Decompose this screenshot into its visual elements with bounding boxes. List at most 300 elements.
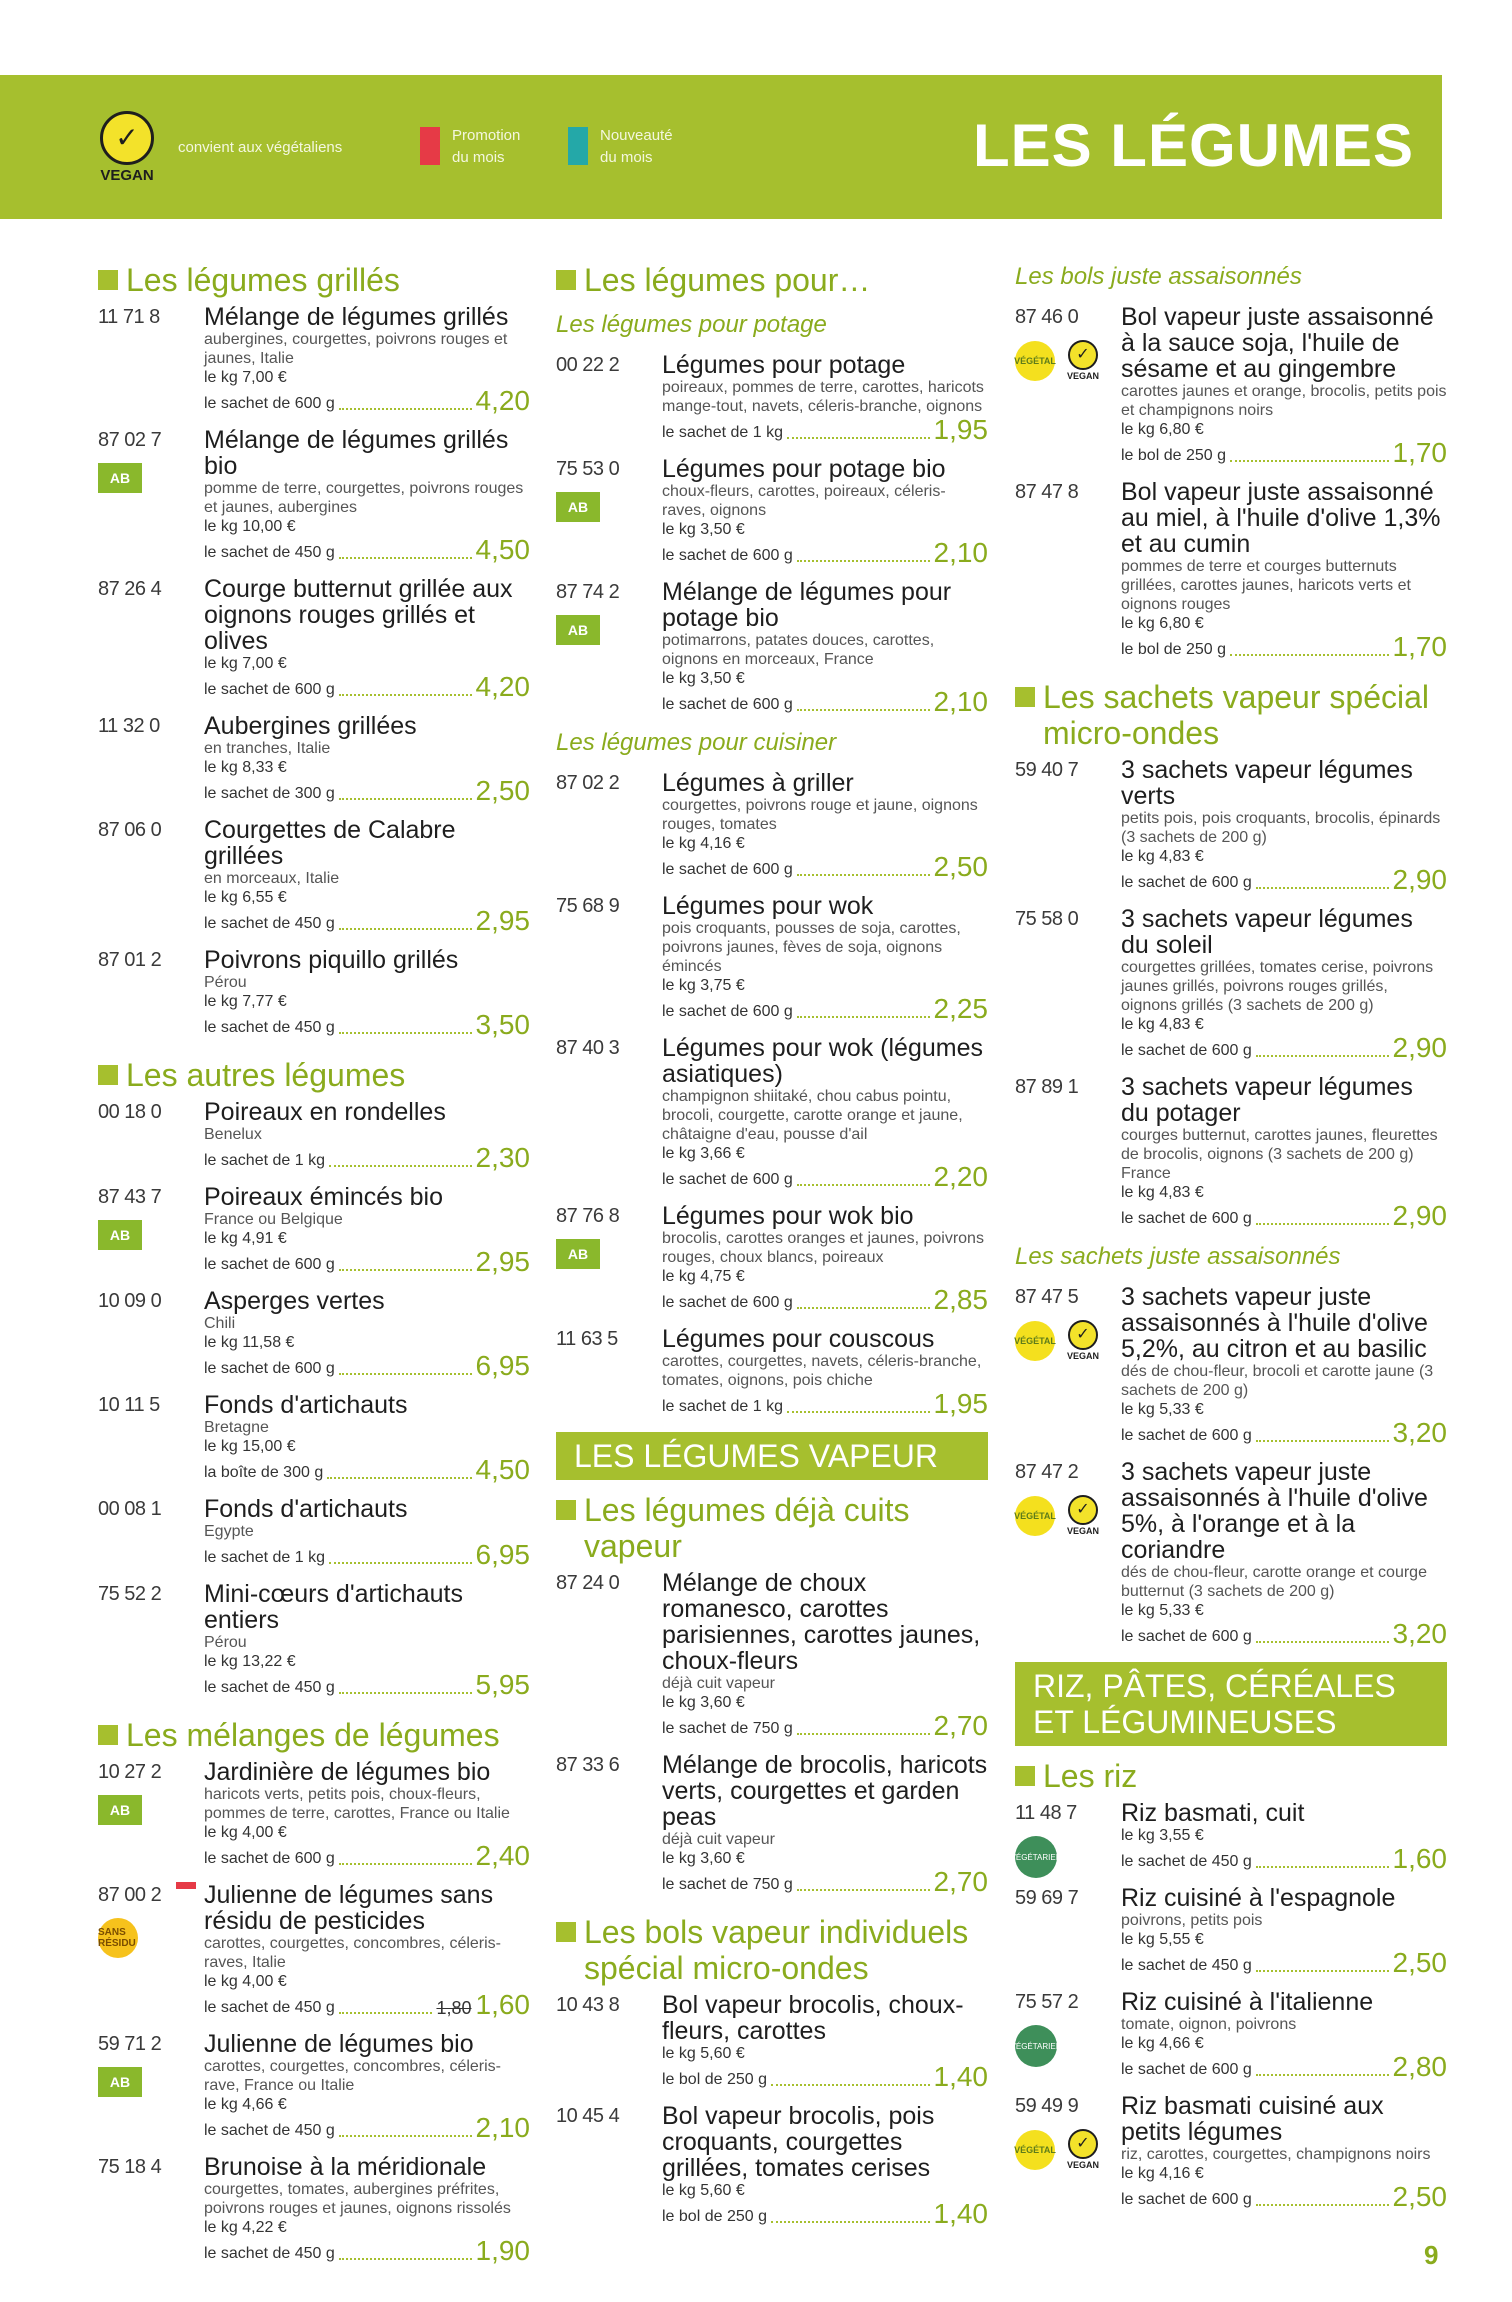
leader-dots [771, 2221, 930, 2223]
vegetal-icon: VÉGÉTAL [1015, 1496, 1055, 1536]
product-item [98, 1392, 530, 1484]
price-line [662, 995, 988, 1023]
organic-icon: AB [556, 492, 600, 522]
product-list [98, 1099, 530, 1699]
vegan-icon-label: VEGAN [1066, 2160, 1099, 2170]
product-description: courges butternut, carottes jaunes, fleurettes de brocolis, oignons (3 sachets de 200 g) France [1121, 1127, 1438, 1182]
package-size: la boîte de 300 g [204, 1464, 324, 1481]
old-price: 1,80 [436, 1998, 472, 2018]
price: 2,95 [475, 905, 530, 936]
product-name: 3 sachets vapeur juste assaisonnés à l'huile d'olive 5%, à l'orange et à la coriandre [1121, 1458, 1428, 1564]
product-description: riz, carottes, courgettes, champignons noirs [1121, 2146, 1431, 2163]
product-code: 87 06 0 [98, 819, 162, 841]
price-line [204, 1991, 530, 2019]
product-name: 3 sachets vapeur légumes verts [1121, 756, 1413, 810]
product-item [1015, 906, 1447, 1062]
product-description: Chili [204, 1315, 236, 1332]
package-size: le bol de 250 g [1121, 641, 1226, 658]
leader-dots [329, 1165, 472, 1167]
leader-dots [1256, 1866, 1389, 1868]
price-line [1121, 633, 1447, 661]
price: 2,10 [933, 686, 988, 717]
product-name: Légumes pour wok bio [662, 1202, 914, 1230]
product-item [556, 893, 988, 1023]
product-description: dés de chou-fleur, carotte orange et courge butternut (3 sachets de 200 g) [1121, 1564, 1427, 1600]
price-line [1121, 2053, 1447, 2081]
price-line [1121, 1620, 1447, 1648]
product-list [1010, 1799, 1447, 2212]
price-per-kg: le kg 6,80 € [1121, 421, 1204, 438]
product-labels [98, 1918, 138, 1958]
product-name: Mélange de brocolis, haricots verts, courgettes et garden peas [662, 1751, 988, 1831]
vegan-legend: convient aux végétaliens [178, 139, 343, 156]
package-size: le sachet de 600 g [662, 861, 793, 878]
price: 3,20 [1392, 1618, 1447, 1649]
price-line [204, 1671, 530, 1699]
page-title: LES LÉGUMES [972, 112, 1414, 179]
product-code: 87 89 1 [1015, 1076, 1079, 1098]
package-size: le bol de 250 g [1121, 447, 1226, 464]
package-size: le sachet de 600 g [662, 1171, 793, 1188]
organic-icon: AB [98, 1220, 142, 1250]
leaf-icon: ✓ [100, 111, 154, 165]
price-per-kg: le kg 7,77 € [204, 993, 287, 1010]
product-description: carottes, courgettes, concombres, céleris-raves, Italie [204, 1935, 502, 1971]
product-code: 87 24 0 [556, 1572, 620, 1594]
vegan-icon [1063, 2129, 1103, 2171]
product-code: 11 63 5 [556, 1328, 618, 1350]
product-item [98, 817, 530, 935]
price-per-kg: le kg 3,75 € [662, 977, 745, 994]
new-legend-line2: du mois [600, 149, 653, 166]
product-item [98, 947, 530, 1039]
leader-dots [339, 1692, 472, 1694]
package-size: le sachet de 450 g [204, 1999, 335, 2016]
package-size: le sachet de 600 g [662, 1294, 793, 1311]
product-code: 87 40 3 [556, 1037, 620, 1059]
product-name: 3 sachets vapeur légumes du potager [1121, 1073, 1413, 1127]
promo-legend [452, 125, 520, 169]
product-list [1015, 757, 1447, 1230]
leader-dots [1256, 1970, 1389, 1972]
price: 1,70 [1392, 631, 1447, 662]
product-name: Fonds d'artichauts [204, 1495, 408, 1523]
product-name: Légumes pour potage [662, 351, 906, 379]
package-size: le sachet de 600 g [662, 1003, 793, 1020]
product-code: 59 71 2 [98, 2033, 162, 2055]
product-code: 10 09 0 [98, 1290, 162, 1312]
leader-dots [339, 1032, 472, 1034]
product-item [1015, 1074, 1447, 1230]
product-description: champignon shiitaké, chou cabus pointu, brocoli, courgette, carotte orange et jaune, châtaigne d'eau, pousse d'ail [662, 1088, 963, 1143]
product-item [1015, 479, 1447, 661]
price-line [662, 539, 988, 567]
product-code: 10 27 2 [98, 1761, 162, 1783]
price-line [204, 1248, 530, 1276]
product-code: 87 02 2 [556, 772, 620, 794]
vegan-icon [1063, 340, 1103, 382]
package-size: le sachet de 600 g [1121, 2061, 1252, 2078]
package-size: le sachet de 750 g [662, 1720, 793, 1737]
product-labels [98, 1220, 142, 1250]
product-item [1010, 1799, 1447, 1874]
promo-legend-line1: Promotion [452, 127, 521, 144]
price-per-kg: le kg 4,66 € [204, 2096, 287, 2113]
product-name: 3 sachets vapeur légumes du soleil [1121, 905, 1413, 959]
leader-dots [1256, 2074, 1389, 2076]
section-title: Les riz [1015, 1758, 1447, 1794]
price: 2,10 [475, 2112, 530, 2143]
product-code: 10 45 4 [556, 2105, 620, 2127]
price: 3,50 [475, 1009, 530, 1040]
product-code: 87 46 0 [1015, 306, 1079, 328]
price-line [662, 1163, 988, 1191]
package-size: le sachet de 750 g [662, 1876, 793, 1893]
price: 2,80 [1392, 2051, 1447, 2082]
product-name: 3 sachets vapeur juste assaisonnés à l'huile d'olive 5,2%, au citron et au basilic [1121, 1283, 1428, 1363]
product-code: 87 01 2 [98, 949, 162, 971]
product-list [98, 1759, 530, 2265]
product-name: Riz basmati cuisiné aux petits légumes [1121, 2092, 1384, 2146]
section-title: Les autres légumes [98, 1057, 530, 1093]
product-code: 75 18 4 [98, 2156, 162, 2178]
section-title: Les légumes grillés [98, 262, 530, 298]
leaf-icon: ✓ [1068, 1320, 1098, 1350]
package-size: le sachet de 600 g [1121, 1628, 1252, 1645]
subsection-title: Les bols juste assaisonnés [1015, 263, 1302, 290]
leader-dots [797, 560, 930, 562]
product-labels [98, 463, 142, 493]
product-labels [556, 1239, 600, 1269]
product-description: Egypte [204, 1523, 254, 1540]
price-per-kg: le kg 5,33 € [1121, 1602, 1204, 1619]
product-code: 87 47 8 [1015, 481, 1079, 503]
price-per-kg: le kg 5,55 € [1121, 1931, 1204, 1948]
organic-icon: AB [98, 2067, 142, 2097]
new-swatch [568, 127, 588, 165]
product-name: Asperges vertes [204, 1287, 385, 1315]
package-size: le sachet de 1 kg [662, 424, 783, 441]
product-labels [1015, 340, 1103, 382]
leader-dots [339, 928, 472, 930]
product-item [1015, 757, 1447, 894]
product-name: Poivrons piquillo grillés [204, 946, 459, 974]
package-size: le bol de 250 g [662, 2208, 767, 2225]
product-list [98, 304, 530, 1039]
product-item [556, 352, 988, 444]
price: 5,95 [475, 1669, 530, 1700]
price-line [204, 673, 530, 701]
product-name: Légumes pour wok (légumes asiatiques) [662, 1034, 983, 1088]
column-2 [556, 262, 988, 2240]
product-item [98, 576, 530, 701]
price: 4,50 [475, 534, 530, 565]
leader-dots [339, 798, 472, 800]
product-code: 75 57 2 [1015, 1991, 1079, 2013]
price-per-kg: le kg 4,83 € [1121, 848, 1204, 865]
package-size: le sachet de 600 g [1121, 2191, 1252, 2208]
vegan-word: VEGAN [100, 167, 154, 184]
package-size: le sachet de 1 kg [662, 1398, 783, 1415]
product-description: courgettes, tomates, aubergines préfrites, poivrons rouges et jaunes, oignons rissolés [204, 2181, 511, 2217]
product-name: Mélange de légumes grillés bio [204, 426, 509, 480]
package-size: le bol de 250 g [662, 2071, 767, 2088]
vegan-icon-label: VEGAN [1066, 1351, 1099, 1361]
price-per-kg: le kg 11,58 € [204, 1334, 295, 1351]
vegetarian-icon: VÉGÉTARIEN [1015, 1836, 1057, 1878]
new-legend-line1: Nouveauté [600, 127, 673, 144]
price-per-kg: le kg 8,33 € [204, 759, 287, 776]
product-item [1015, 1284, 1447, 1447]
price: 2,50 [1392, 2181, 1447, 2212]
price-per-kg: le kg 5,60 € [662, 2045, 745, 2062]
price-per-kg: le kg 3,55 € [1121, 1827, 1204, 1844]
price-line [204, 1011, 530, 1039]
leader-dots [339, 1269, 472, 1271]
package-size: le sachet de 1 kg [204, 1152, 325, 1169]
price-line [204, 2237, 530, 2265]
product-description: carottes jaunes et orange, brocolis, petits pois et champignons noirs [1121, 383, 1447, 419]
product-code: 75 52 2 [98, 1583, 162, 1605]
product-labels [1010, 2025, 1062, 2067]
product-list [556, 352, 988, 716]
promo-legend-line2: du mois [452, 149, 505, 166]
price: 2,95 [475, 1246, 530, 1277]
package-size: le sachet de 450 g [204, 2245, 335, 2262]
product-item [98, 2031, 530, 2142]
price-line [662, 853, 988, 881]
leader-dots [1230, 654, 1389, 656]
product-description: pois croquants, pousses de soja, carottes, poivrons jaunes, fèves de soja, oignons émincés [662, 920, 961, 975]
product-code: 59 49 9 [1015, 2095, 1079, 2117]
price: 4,20 [475, 385, 530, 416]
price-line [204, 536, 530, 564]
section-title: Les légumes déjà cuits vapeur [556, 1492, 988, 1564]
product-description: courgettes grillées, tomates cerise, poivrons jaunes grillés, poivrons rouges grillés, oignons grillés (3 sachets de 200 g) [1121, 959, 1434, 1014]
product-name: Légumes à griller [662, 769, 854, 797]
package-size: le sachet de 600 g [662, 696, 793, 713]
product-name: Bol vapeur juste assaisonné à la sauce soja, l'huile de sésame et au gingembre [1121, 303, 1434, 383]
price-per-kg: le kg 6,80 € [1121, 615, 1204, 632]
product-name: Riz basmati, cuit [1121, 1799, 1305, 1827]
price-per-kg: le kg 4,00 € [204, 1973, 287, 1990]
package-size: le sachet de 600 g [1121, 1427, 1252, 1444]
package-size: le sachet de 600 g [204, 395, 335, 412]
product-description: petits pois, pois croquants, brocolis, épinards (3 sachets de 200 g) [1121, 810, 1441, 846]
leader-dots [327, 1477, 471, 1479]
price: 1,70 [1392, 437, 1447, 468]
vegan-logo [92, 111, 162, 187]
product-list [1015, 1284, 1447, 1648]
price: 4,20 [475, 671, 530, 702]
vegan-icon-label: VEGAN [1066, 371, 1099, 381]
leader-dots [797, 874, 930, 876]
leader-dots [1256, 1440, 1389, 1442]
leader-dots [797, 1889, 930, 1891]
product-labels [1015, 1320, 1103, 1362]
product-name: Mélange de choux romanesco, carottes parisiennes, carottes jaunes, choux-fleurs [662, 1569, 981, 1675]
price-per-kg: le kg 3,60 € [662, 1694, 745, 1711]
price-per-kg: le kg 3,50 € [662, 521, 745, 538]
product-item [556, 1035, 988, 1191]
price-per-kg: le kg 3,60 € [662, 1850, 745, 1867]
product-name: Bol vapeur juste assaisonné au miel, à l'huile d'olive 1,3% et au cumin [1121, 478, 1441, 558]
product-code: 87 47 2 [1015, 1461, 1079, 1483]
product-item [98, 1759, 530, 1870]
product-name: Brunoise à la méridionale [204, 2153, 487, 2181]
price-line [662, 688, 988, 716]
product-code: 75 53 0 [556, 458, 620, 480]
product-description: Pérou [204, 974, 247, 991]
product-item [556, 1992, 988, 2091]
product-description: pomme de terre, courgettes, poivrons rouges et jaunes, aubergines [204, 480, 524, 516]
product-code: 10 11 5 [98, 1394, 160, 1416]
package-size: le sachet de 600 g [1121, 1210, 1252, 1227]
price-line [1121, 1419, 1447, 1447]
product-code: 87 47 5 [1015, 1286, 1079, 1308]
price: 2,90 [1392, 1200, 1447, 1231]
price: 2,30 [475, 1142, 530, 1173]
product-code: 87 02 7 [98, 429, 162, 451]
product-item [98, 427, 530, 564]
header-banner [0, 75, 1442, 219]
product-item [98, 713, 530, 805]
price: 1,95 [933, 1388, 988, 1419]
price-line [1121, 1845, 1447, 1873]
leader-dots [339, 1373, 472, 1375]
leader-dots [797, 1184, 930, 1186]
product-description: haricots verts, petits pois, choux-fleurs, pommes de terre, carottes, France ou Italie [204, 1786, 510, 1822]
price: 4,50 [475, 1454, 530, 1485]
product-list [556, 1992, 988, 2228]
product-code: 75 58 0 [1015, 908, 1079, 930]
product-description: déjà cuit vapeur [662, 1675, 775, 1692]
price-line [204, 777, 530, 805]
price: 6,95 [475, 1350, 530, 1381]
leader-dots [1256, 1641, 1389, 1643]
product-code: 11 71 8 [98, 306, 160, 328]
price: 2,10 [933, 537, 988, 568]
product-description: pommes de terre et courges butternuts grillées, carottes jaunes, haricots verts et oignons rouges [1121, 558, 1411, 613]
product-name: Courgettes de Calabre grillées [204, 816, 456, 870]
category-band: LES LÉGUMES VAPEUR [556, 1432, 988, 1480]
leader-dots [1256, 1223, 1389, 1225]
price: 3,20 [1392, 1417, 1447, 1448]
product-code: 00 08 1 [98, 1498, 162, 1520]
leader-dots [787, 437, 930, 439]
product-description: Pérou [204, 1634, 247, 1651]
package-size: le sachet de 600 g [204, 1850, 335, 1867]
leader-dots [329, 1562, 472, 1564]
price: 1,60 [475, 1989, 530, 2020]
product-name: Légumes pour couscous [662, 1325, 935, 1353]
leader-dots [771, 2084, 930, 2086]
product-item [1015, 304, 1447, 467]
package-size: le sachet de 600 g [1121, 1042, 1252, 1059]
price-line [1121, 439, 1447, 467]
product-list [1015, 304, 1447, 661]
product-list [556, 1570, 988, 1896]
product-description: poivrons, petits pois [1121, 1912, 1263, 1929]
product-code: 87 26 4 [98, 578, 162, 600]
section-title: Les sachets vapeur spécial micro-ondes [1015, 679, 1447, 751]
product-labels [98, 1795, 142, 1825]
product-item [556, 2103, 988, 2228]
leader-dots [339, 1863, 472, 1865]
product-code: 10 43 8 [556, 1994, 620, 2016]
product-description: poireaux, pommes de terre, carottes, haricots mange-tout, navets, céleris-branche, oignons [662, 379, 984, 415]
vegetal-icon: VÉGÉTAL [1015, 1321, 1055, 1361]
price-per-kg: le kg 5,33 € [1121, 1401, 1204, 1418]
price: 2,90 [1392, 864, 1447, 895]
package-size: le sachet de 600 g [1121, 874, 1252, 891]
product-item [556, 456, 988, 567]
leader-dots [797, 1733, 930, 1735]
product-name: Julienne de légumes bio [204, 2030, 474, 2058]
leader-dots [1230, 460, 1389, 462]
product-item [556, 1203, 988, 1314]
product-code: 11 32 0 [98, 715, 160, 737]
product-item [556, 1752, 988, 1896]
product-name: Mini-cœurs d'artichauts entiers [204, 1580, 463, 1634]
leaf-icon: ✓ [1068, 1495, 1098, 1525]
product-description: brocolis, carottes oranges et jaunes, poivrons rouges, choux blancs, poireaux [662, 1230, 984, 1266]
product-name: Bol vapeur brocolis, choux-fleurs, carottes [662, 1991, 964, 2045]
subsection-title: Les légumes pour cuisiner [556, 729, 837, 756]
package-size: le sachet de 600 g [204, 1256, 335, 1273]
price-line [204, 907, 530, 935]
product-code: 75 68 9 [556, 895, 620, 917]
price: 2,50 [933, 851, 988, 882]
package-size: le sachet de 600 g [204, 681, 335, 698]
price-per-kg: le kg 6,55 € [204, 889, 287, 906]
product-description: choux-fleurs, carottes, poireaux, céleris-raves, oignons [662, 483, 946, 519]
new-legend [600, 125, 673, 169]
price-per-kg: le kg 5,60 € [662, 2182, 745, 2199]
price: 2,50 [1392, 1947, 1447, 1978]
subsection-title: Les sachets juste assaisonnés [1015, 1243, 1341, 1270]
package-size: le sachet de 1 kg [204, 1549, 325, 1566]
product-name: Mélange de légumes grillés [204, 303, 509, 331]
leader-dots [339, 2135, 472, 2137]
price: 1,95 [933, 414, 988, 445]
package-size: le sachet de 600 g [662, 547, 793, 564]
price: 1,40 [933, 2061, 988, 2092]
price-per-kg: le kg 4,66 € [1121, 2035, 1204, 2052]
product-item [1015, 1885, 1447, 1977]
product-name: Courge butternut grillée aux oignons rouges grillés et olives [204, 575, 513, 655]
product-description: Bretagne [204, 1419, 269, 1436]
price-line [662, 1390, 988, 1418]
product-description: carottes, courgettes, concombres, céleris-rave, France ou Italie [204, 2058, 502, 2094]
column-3 [1010, 262, 1447, 2223]
package-size: le sachet de 450 g [204, 1679, 335, 1696]
page-number: 9 [1424, 2240, 1439, 2270]
price: 2,50 [475, 775, 530, 806]
leader-dots [1256, 1055, 1389, 1057]
vegetarian-icon: VÉGÉTARIEN [1015, 2025, 1057, 2067]
price-per-kg: le kg 4,83 € [1121, 1016, 1204, 1033]
package-size: le sachet de 450 g [204, 544, 335, 561]
product-description: en morceaux, Italie [204, 870, 340, 887]
organic-icon: AB [98, 463, 142, 493]
leader-dots [339, 408, 472, 410]
section-title: Les bols vapeur individuels spécial micro-ondes [556, 1914, 988, 1986]
leader-dots [787, 1411, 930, 1413]
price-line [1121, 1202, 1447, 1230]
price-line [1121, 2183, 1447, 2211]
organic-icon: AB [556, 1239, 600, 1269]
